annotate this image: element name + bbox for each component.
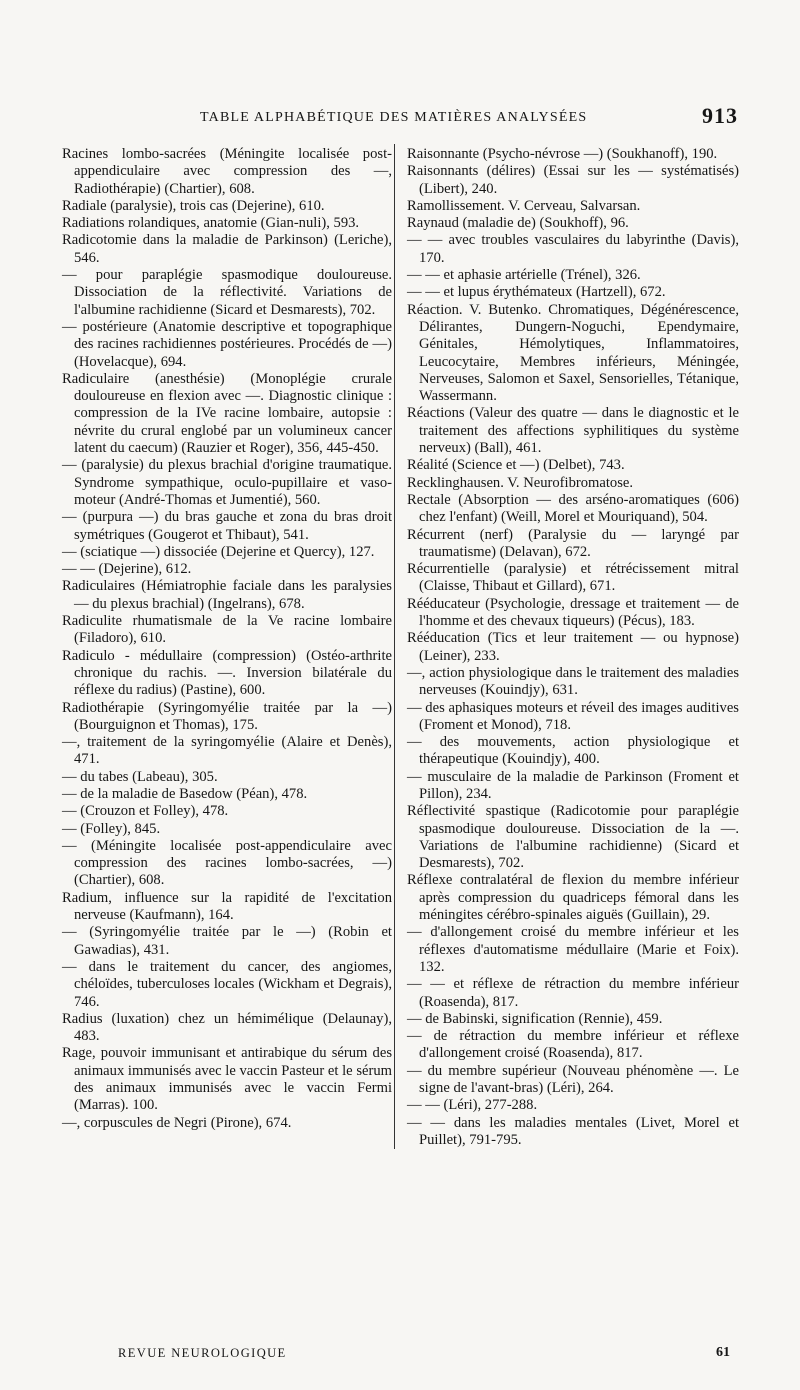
index-entry: Rectale (Absorption — des arséno-aromatiques (606) chez l'enfant) (Weill, Morel et Mouriquand), 504.: [407, 491, 739, 526]
index-entry: Raynaud (maladie de) (Soukhoff), 96.: [407, 215, 629, 232]
index-entry: Ramollissement. V. Cerveau, Salvarsan.: [407, 197, 641, 214]
index-entry: —, corpuscules de Negri (Pirone), 674.: [62, 1114, 292, 1131]
index-entry: Racines lombo-sacrées (Méningite localisée post-appendiculaire avec compression des —, Radiothérapie) (Chartier), 608.: [62, 146, 392, 197]
index-entry: — — dans les maladies mentales (Livet, Morel et Puillet), 791-795.: [407, 1114, 739, 1148]
index-entry: Récurrent (nerf) (Paralysie du — laryngé par traumatisme) (Delavan), 672.: [407, 526, 739, 560]
index-entry: — postérieure (Anatomie descriptive et topographique des racines rachidiennes postérieures. Procédés de —) (Hovelacque), 694.: [62, 318, 392, 370]
footer: [118, 1346, 730, 1366]
index-entry: —, action physiologique dans le traitement des maladies nerveuses (Kouindjy), 631.: [407, 664, 739, 699]
index-entry: — — et réflexe de rétraction du membre inférieur (Roasenda), 817.: [407, 976, 739, 1010]
index-entry: — (sciatique —) dissociée (Dejerine et Quercy), 127.: [62, 543, 375, 560]
journal-name: REVUE NEUROLOGIQUE: [118, 1346, 287, 1360]
index-entry: — du membre supérieur (Nouveau phénomène —. Le signe de l'avant-bras) (Léri), 264.: [407, 1062, 739, 1097]
column-divider: [394, 144, 395, 1149]
index-entry: Radiculo - médullaire (compression) (Ostéo-arthrite chronique du rachis. —. Inversion bilatérale du réflexe du radius) (Pastine), 600.: [62, 647, 392, 699]
index-entry: — (Syringomyélie traitée par le —) (Robin et Gawadias), 431.: [62, 924, 392, 958]
index-entry: — (purpura —) du bras gauche et zona du bras droit symétriques (Gougerot et Thibaut), 541.: [62, 509, 392, 543]
index-entry: Rééducateur (Psychologie, dressage et traitement — de l'homme et des chevaux tiqueurs) (Pécus), 183.: [407, 595, 739, 630]
index-entry: Radium, influence sur la rapidité de l'excitation nerveuse (Kaufmann), 164.: [62, 889, 392, 924]
index-entry: — — (Léri), 277-288.: [407, 1097, 538, 1114]
index-column-right: [407, 146, 739, 1149]
index-entry: — (paralysie) du plexus brachial d'origine traumatique. Syndrome sympathique, oculo-pupillaire et vaso-moteur (André-Thomas et Jumentié), 560.: [62, 457, 392, 508]
index-entry: Recklinghausen. V. Neurofibromatose.: [407, 474, 634, 491]
index-entry: — — avec troubles vasculaires du labyrinthe (Davis), 170.: [407, 232, 739, 266]
index-entry: — des aphasiques moteurs et réveil des images auditives (Froment et Monod), 718.: [407, 699, 739, 733]
index-entry: Réaction. V. Butenko. Chromatiques, Dégénérescence, Délirantes, Dungern-Noguchi, Ependymaire, Génitales, Hémolytiques, Inflammatoires, Leucocytaire, Membres inférieurs, Méningée, Nerveuses, Salomon et Saxel, Sensorielles, Tétanique, Wassermann.: [407, 301, 739, 405]
index-entry: — pour paraplégie spasmodique douloureuse. Dissociation de la réflectivité. Variations de l'albumine rachidienne (Sicard et Desmarests), 702.: [62, 267, 392, 318]
running-title: TABLE ALPHABÉTIQUE DES MATIÈRES ANALYSÉES: [200, 110, 588, 125]
index-entry: — — et aphasie artérielle (Trénel), 326.: [407, 267, 641, 284]
index-entry: — — (Dejerine), 612.: [62, 561, 192, 578]
index-entry: — des mouvements, action physiologique et thérapeutique (Kouindjy), 400.: [407, 734, 739, 768]
index-entry: — (Crouzon et Folley), 478.: [62, 803, 229, 820]
index-entry: Radiations rolandiques, anatomie (Gian-nuli), 593.: [62, 215, 360, 232]
index-entry: Réactions (Valeur des quatre — dans le diagnostic et le traitement des affections syphilitiques du système nerveux) (Ball), 461.: [407, 405, 739, 457]
index-entry: — de la maladie de Basedow (Péan), 478.: [62, 785, 308, 802]
index-entry: Rage, pouvoir immunisant et antirabique du sérum des animaux immunisés avec le vaccin Pasteur et le sérum des animaux immunisés avec le vaccin Fermi (Marras). 100.: [62, 1045, 392, 1114]
index-entry: Réflexe contralatéral de flexion du membre inférieur après compression du quadriceps fémoral dans les méningites cérébro-spinales aiguës (Guillain), 29.: [407, 872, 739, 924]
index-entry: — du tabes (Labeau), 305.: [62, 768, 218, 785]
index-entry: —, traitement de la syringomyélie (Alaire et Denès), 471.: [62, 734, 392, 768]
index-entry: Radiothérapie (Syringomyélie traitée par la —) (Bourguignon et Thomas), 175.: [62, 699, 392, 733]
index-entry: Réalité (Science et —) (Delbet), 743.: [407, 457, 625, 474]
index-entry: Récurrentielle (paralysie) et rétrécissement mitral (Claisse, Thibaut et Gillard), 671.: [407, 561, 739, 595]
index-entry: Radiculaire (anesthésie) (Monoplégie crurale douloureuse en flexion avec —. Diagnostic clinique : compression de la IVe racine lombaire, autopsie : névrite du crural englobé par un volumineux cancer latent du caecum) (Rauzier et Roger), 356, 445-450.: [62, 370, 392, 457]
index-entry: — dans le traitement du cancer, des angiomes, chéloïdes, tuberculoses locales (Wickham et Degrais), 746.: [62, 958, 392, 1010]
index-entry: Raisonnants (délires) (Essai sur les — systématisés) (Libert), 240.: [407, 163, 739, 197]
index-entry: Radicotomie dans la maladie de Parkinson) (Leriche), 546.: [62, 232, 392, 266]
index-entry: — de Babinski, signification (Rennie), 459.: [407, 1010, 663, 1027]
index-entry: — d'allongement croisé du membre inférieur et les réflexes d'automatisme médullaire (Marie et Foix). 132.: [407, 924, 739, 975]
index-entry: — (Folley), 845.: [62, 820, 161, 837]
index-entry: — de rétraction du membre inférieur et réflexe d'allongement croisé (Roasenda), 817.: [407, 1028, 739, 1062]
index-entry: Radiale (paralysie), trois cas (Dejerine), 610.: [62, 197, 325, 214]
index-entry: Radiculaires (Hémiatrophie faciale dans les paralysies — du plexus brachial) (Ingelrans), 678.: [62, 578, 392, 612]
index-column-left: [62, 146, 392, 1132]
index-entry: Radius (luxation) chez un hémimélique (Delaunay), 483.: [62, 1010, 392, 1045]
index-entry: — — et lupus érythémateux (Hartzell), 672.: [407, 284, 666, 301]
index-entry: — musculaire de la maladie de Parkinson (Froment et Pillon), 234.: [407, 768, 739, 802]
index-entry: — (Méningite localisée post-appendiculaire avec compression des racines lombo-sacrées, —) (Chartier), 608.: [62, 837, 392, 889]
page-number: 913: [702, 103, 738, 128]
index-entry: Rééducation (Tics et leur traitement — ou hypnose) (Leiner), 233.: [407, 630, 739, 664]
sheet-number: 61: [716, 1345, 730, 1360]
running-header: [70, 103, 738, 133]
index-entry: Radiculite rhumatismale de la Ve racine lombaire (Filadoro), 610.: [62, 613, 392, 647]
index-entry: Raisonnante (Psycho-névrose —) (Soukhanoff), 190.: [407, 146, 718, 162]
index-entry: Réflectivité spastique (Radicotomie pour paraplégie spasmodique douloureuse. Dissociation de la —. Variations de l'albumine rachidienne) (Sicard et Desmarests), 702.: [407, 803, 739, 872]
